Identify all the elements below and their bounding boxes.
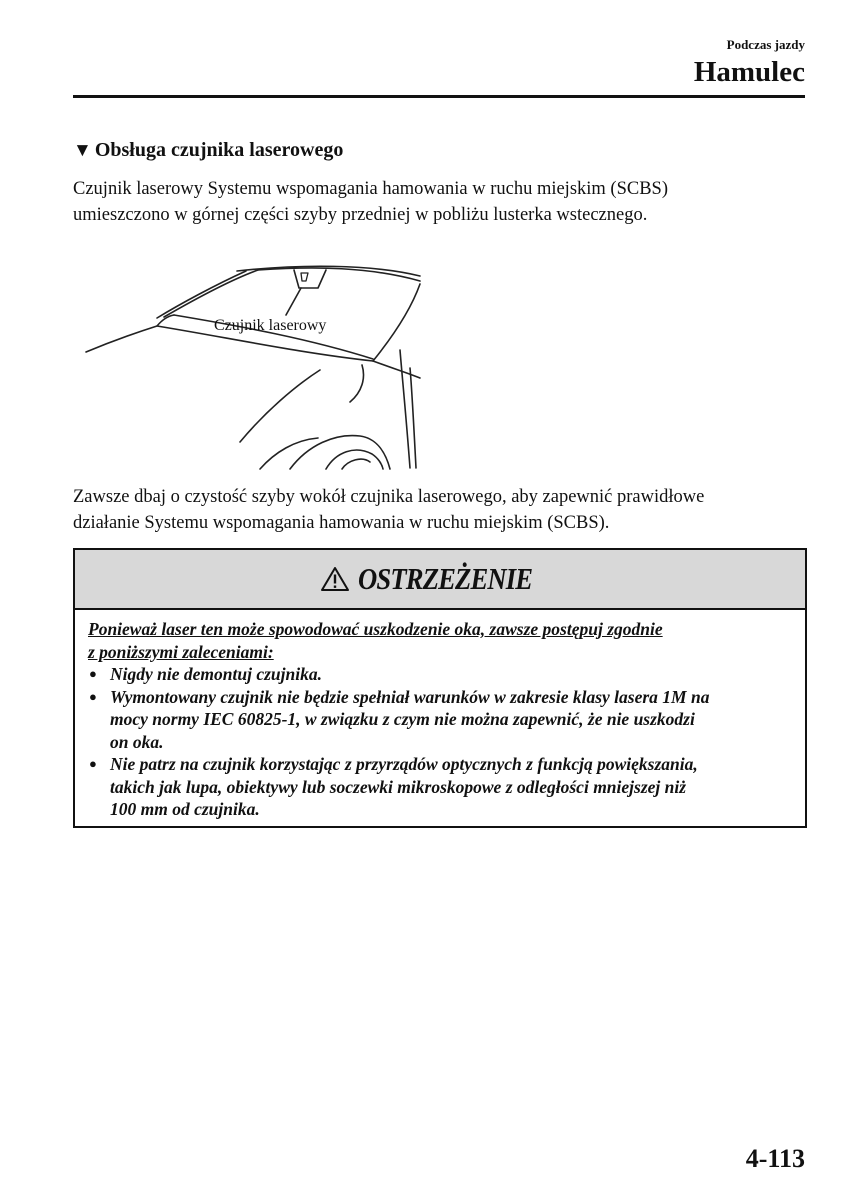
- paragraph-line: umieszczono w górnej części szyby przedniej w pobliżu lusterka wstecznego.: [73, 205, 648, 225]
- paragraph-line: Zawsze dbaj o czystość szyby wokół czujnika laserowego, aby zapewnić prawidłowe: [73, 487, 705, 507]
- paragraph-line: działanie Systemu wspomagania hamowania w ruchu miejskim (SCBS).: [73, 513, 610, 533]
- car-windshield-drawing: [80, 240, 425, 472]
- warning-body: [75, 610, 805, 821]
- paragraph-line: Czujnik laserowy Systemu wspomagania hamowania w ruchu miejskim (SCBS): [73, 179, 669, 199]
- warning-item: [88, 686, 793, 754]
- warning-title: OSTRZEŻENIE: [358, 561, 533, 596]
- warning-item-line: 100 mm od czujnika.: [110, 799, 260, 819]
- warning-item-line: takich jak lupa, obiektywy lub soczewki mikroskopowe z odległości mniejszej niż: [110, 776, 687, 797]
- windshield-illustration: [80, 240, 425, 472]
- warning-intro-line: z poniższymi zaleceniami:: [88, 641, 274, 662]
- page-number: 4-113: [745, 1144, 805, 1173]
- warning-item: [88, 753, 793, 821]
- subsection-title: Obsługa czujnika laserowego: [94, 139, 344, 161]
- triangle-marker-icon: ▼: [73, 140, 92, 161]
- warning-list: [88, 663, 793, 821]
- warning-item-line: mocy normy IEC 60825-1, w związku z czym nie można zapewnić, że nie uszkodzi: [110, 709, 695, 729]
- warning-triangle-icon: [320, 566, 350, 592]
- warning-box: [73, 548, 807, 828]
- warning-item-line: on oka.: [110, 731, 164, 752]
- paragraph-cleaning: [73, 484, 805, 536]
- warning-item-line: Nie patrz na czujnik korzystając z przyrządów optycznych z funkcją powiększania,: [110, 754, 698, 774]
- warning-item-line: Wymontowany czujnik nie będzie spełniał warunków w zakresie klasy lasera 1M na: [110, 686, 710, 707]
- subsection-heading: [73, 139, 343, 162]
- section-title: Hamulec: [693, 56, 805, 88]
- warning-header: [75, 550, 805, 610]
- sensor-callout-label: Czujnik laserowy: [214, 317, 327, 334]
- chapter-label: Podczas jazdy: [726, 37, 805, 52]
- bullet-icon: ●: [89, 688, 97, 704]
- bullet-icon: ●: [89, 756, 97, 771]
- bullet-icon: ●: [89, 666, 97, 681]
- warning-intro-line: Ponieważ laser ten może spowodować uszkodzenie oka, zawsze postępuj zgodnie: [88, 619, 663, 639]
- paragraph-sensor-location: [73, 176, 805, 228]
- header-rule: [73, 95, 805, 98]
- warning-item: [88, 663, 793, 686]
- warning-intro: [88, 618, 793, 663]
- warning-item-line: Nigdy nie demontuj czujnika.: [110, 664, 322, 684]
